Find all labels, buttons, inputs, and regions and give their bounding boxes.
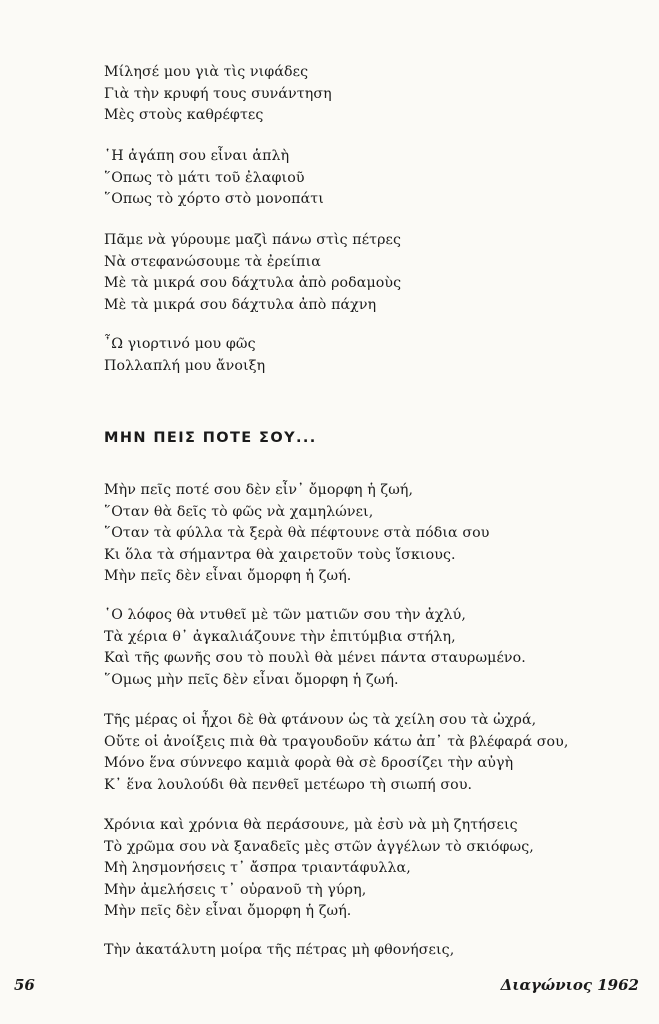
poem-title: ΜΗΝ ΠΕΙΣ ΠΟΤΕ ΣΟΥ... xyxy=(104,430,317,446)
verse-line: Μὴ λησμονήσεις τ᾽ ἄσπρα τριαντάφυλλα, xyxy=(104,860,411,877)
poem1-stanza-4 xyxy=(104,334,265,377)
verse-line: ῞Ομως μὴν πεῖς δὲν εἶναι ὄμορφη ἡ ζωή. xyxy=(104,671,399,688)
verse-line: Πολλαπλή μου ἄνοιξη xyxy=(104,357,266,374)
poem2-stanza-1 xyxy=(104,480,489,588)
verse-line: Μὲς στοὺς καθρέφτες xyxy=(104,107,264,123)
verse-line: Μὴν πεῖς δὲν εἶναι ὄμορφη ἡ ζωή. xyxy=(104,568,352,585)
verse-line: Καὶ τῆς φωνῆς σου τὸ πουλὶ θὰ μένει πάντα σταυρωμένο. xyxy=(104,650,526,667)
poem2-stanza-2 xyxy=(104,605,526,691)
verse-line: Γιὰ τὴν κρυφή τους συνάντηση xyxy=(104,85,332,102)
verse-line: ῞Οταν θὰ δεῖς τὸ φῶς νὰ χαμηλώνει, xyxy=(104,503,374,520)
verse-line: ῞Οπως τὸ μάτι τοῦ ἐλαφιοῦ xyxy=(104,169,305,186)
verse-line: Κι ὅλα τὰ σήμαντρα θὰ χαιρετοῦν τοὺς ἴσκιους. xyxy=(104,546,456,563)
verse-line: ῞Οπως τὸ χόρτο στὸ μονοπάτι xyxy=(104,191,324,207)
verse-line: Μὴν ἀμελήσεις τ᾽ οὐρανοῦ τὴ γύρη, xyxy=(104,881,367,898)
verse-line: Τῆς μέρας οἱ ἦχοι δὲ θὰ φτάνουν ὡς τὰ χείλη σου τὰ ὠχρά, xyxy=(104,712,537,728)
verse-line: ῾Η ἀγάπη σου εἶναι ἁπλὴ xyxy=(104,148,290,164)
verse-line: Πᾶμε νὰ γύρουμε μαζὶ πάνω στὶς πέτρες xyxy=(104,232,402,248)
verse-line: ῞Οταν τὰ φύλλα τὰ ξερὰ θὰ πέφτουνε στὰ πόδια σου xyxy=(104,525,490,542)
page-number: 56 xyxy=(14,976,35,994)
verse-line: Κ᾽ ἕνα λουλούδι θὰ πενθεῖ μετέωρο τὴ σιωπή σου. xyxy=(104,776,473,793)
verse-line: Μίλησέ μου γιὰ τὶς νιφάδες xyxy=(104,64,309,80)
poem1-stanza-1 xyxy=(104,62,332,127)
issue-date: Διαγώνιος 1962 xyxy=(500,976,639,994)
poem1-stanza-2 xyxy=(104,146,324,211)
verse-line: Τὸ χρῶμα σου νὰ ξαναδεῖς μὲς στῶν ἀγγέλων τὸ σκιόφως, xyxy=(104,838,534,855)
verse-line: Χρόνια καὶ χρόνια θὰ περάσουνε, μὰ ἐσὺ νὰ μὴ ζητήσεις xyxy=(104,817,518,833)
verse-line: Τὴν ἀκατάλυτη μοίρα τῆς πέτρας μὴ φθονήσεις, xyxy=(104,942,455,958)
poem1-stanza-3 xyxy=(104,230,401,316)
verse-line: ῾Ο λόφος θὰ ντυθεῖ μὲ τῶν ματιῶν σου τὴν ἀχλύ, xyxy=(104,607,466,623)
verse-line: ῏Ω γιορτινό μου φῶς xyxy=(104,336,256,352)
poem2-stanza-4 xyxy=(104,815,534,923)
verse-line: Τὰ χέρια θ᾽ ἀγκαλιάζουνε τὴν ἐπιτύμβια στήλη, xyxy=(104,628,456,645)
verse-line: Μόνο ἕνα σύννεφο καμιὰ φορὰ θὰ σὲ δροσίζει τὴν αὐγὴ xyxy=(104,755,514,772)
verse-line: Μὴν πεῖς δὲν εἶναι ὄμορφη ἡ ζωή. xyxy=(104,903,352,920)
verse-line: Νὰ στεφανώσουμε τὰ ἐρείπια xyxy=(104,253,321,270)
verse-line: Μὲ τὰ μικρά σου δάχτυλα ἀπὸ ροδαμοὺς xyxy=(104,275,402,291)
verse-line: Μὴν πεῖς ποτέ σου δὲν εἶν᾽ ὄμορφη ἡ ζωή, xyxy=(104,482,414,498)
verse-line: Μὲ τὰ μικρά σου δάχτυλα ἀπὸ πάχνη xyxy=(104,296,377,313)
verse-line: Οὔτε οἱ ἀνοίξεις πιὰ θὰ τραγουδοῦν κάτω ἀπ᾽ τὰ βλέφαρά σου, xyxy=(104,733,569,750)
poem2-stanza-5 xyxy=(104,940,454,962)
poem2-stanza-3 xyxy=(104,710,569,796)
